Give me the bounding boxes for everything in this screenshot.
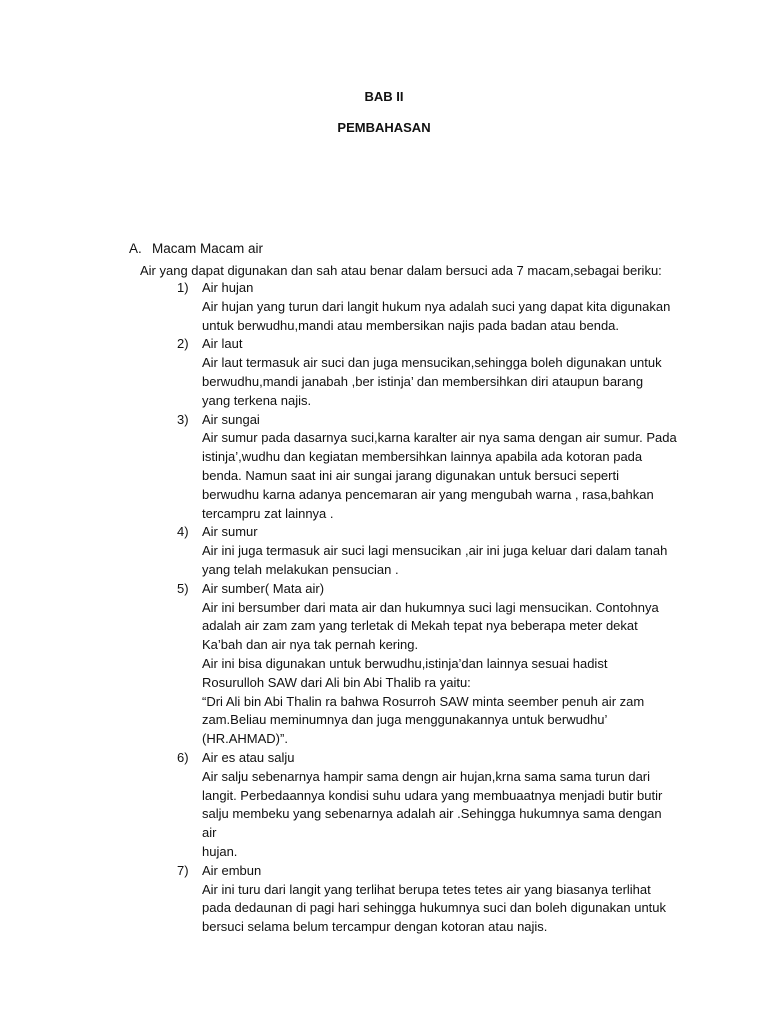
list-item [0, 335, 768, 410]
list-item [0, 279, 768, 335]
item-text: Air salju sebenarnya hampir sama dengn air hujan,krna sama sama turun dari langit. Perbedaannya kondisi suhu udara yang membuaatnya menjadi butir butir salju membeku yang sebenarnya adalah air .Sehingga hukumnya sama dengan air hujan. [202, 768, 663, 859]
item-number: 7) [177, 862, 189, 878]
water-types-list [0, 279, 768, 937]
item-title: Air sumber( Mata air) [202, 580, 325, 596]
item-number: 3) [177, 411, 189, 427]
item-text: Air hujan yang turun dari langit hukum nya adalah suci yang dapat kita digunakan untuk berwudhu,mandi atau membersikan najis pada badan atau benda. [202, 298, 671, 333]
section-title: Macam Macam air [152, 241, 264, 256]
list-item [0, 580, 768, 749]
item-title: Air laut [202, 336, 243, 352]
item-number: 5) [177, 580, 189, 596]
item-title: Air hujan [202, 280, 254, 295]
item-number: 2) [177, 336, 189, 352]
item-text: Air laut termasuk air suci dan juga mensucikan,sehingga boleh digunakan untuk berwudhu,mandi janabah ,ber istinja’ dan membersihkan diri ataupun barang yang terkena najis. [202, 355, 662, 408]
item-text: Air ini turu dari langit yang terlihat berupa tetes tetes air yang biasanya terlihat pada dedaunan di pagi hari sehingga hukumnya suci dan boleh digunakan untuk bersuci selama belum tercampur dengan kotoran atau najis. [202, 881, 667, 935]
list-item [0, 749, 768, 862]
chapter-number: BAB II [364, 89, 404, 104]
item-title: Air sumur [202, 524, 258, 540]
chapter-title: PEMBAHASAN [337, 120, 431, 135]
section-letter: A. [129, 241, 142, 256]
item-number: 1) [177, 280, 189, 295]
item-number: 4) [177, 524, 189, 540]
item-title: Air sungai [202, 411, 260, 427]
list-item [0, 523, 768, 579]
intro-paragraph: Air yang dapat digunakan dan sah atau benar dalam bersuci ada 7 macam,sebagai beriku: [140, 263, 662, 278]
item-text: Air ini bersumber dari mata air dan hukumnya suci lagi mensucikan. Contohnya adalah air zam zam yang terletak di Mekah tepat nya beberapa meter dekat Ka’bah dan air nya tak pernah kering. Air ini bisa digunakan untuk berwudhu,istinja’dan lainnya sesuai hadist Rosurulloh SAW dari Ali bin Abi Thalib ra yaitu: “Dri Ali bin Abi Thalin ra bahwa Rosurroh SAW minta seember penuh air zam zam.Beliau meminumnya dan juga menggunakannya untuk berwudhu’ (HR.AHMAD)”. [202, 599, 659, 747]
list-item [0, 862, 768, 937]
list-item [0, 411, 768, 524]
section-heading [129, 240, 263, 259]
item-number: 6) [177, 749, 189, 765]
item-text: Air ini juga termasuk air suci lagi mensucikan ,air ini juga keluar dari dalam tanah yang telah melakukan pensucian . [202, 543, 668, 577]
item-title: Air embun [202, 862, 262, 878]
item-text: Air sumur pada dasarnya suci,karna karalter air nya sama dengan air sumur. Pada istinja’,wudhu dan kegiatan membersihkan lainnya apabila ada kotoran pada benda. Namun saat ini air sungai jarang digunakan untuk bersuci seperti berwudhu karna adanya pencemaran air yang mengubah warna , rasa,bahkan tercampru zat lainnya . [202, 430, 677, 521]
item-title: Air es atau salju [202, 749, 295, 765]
